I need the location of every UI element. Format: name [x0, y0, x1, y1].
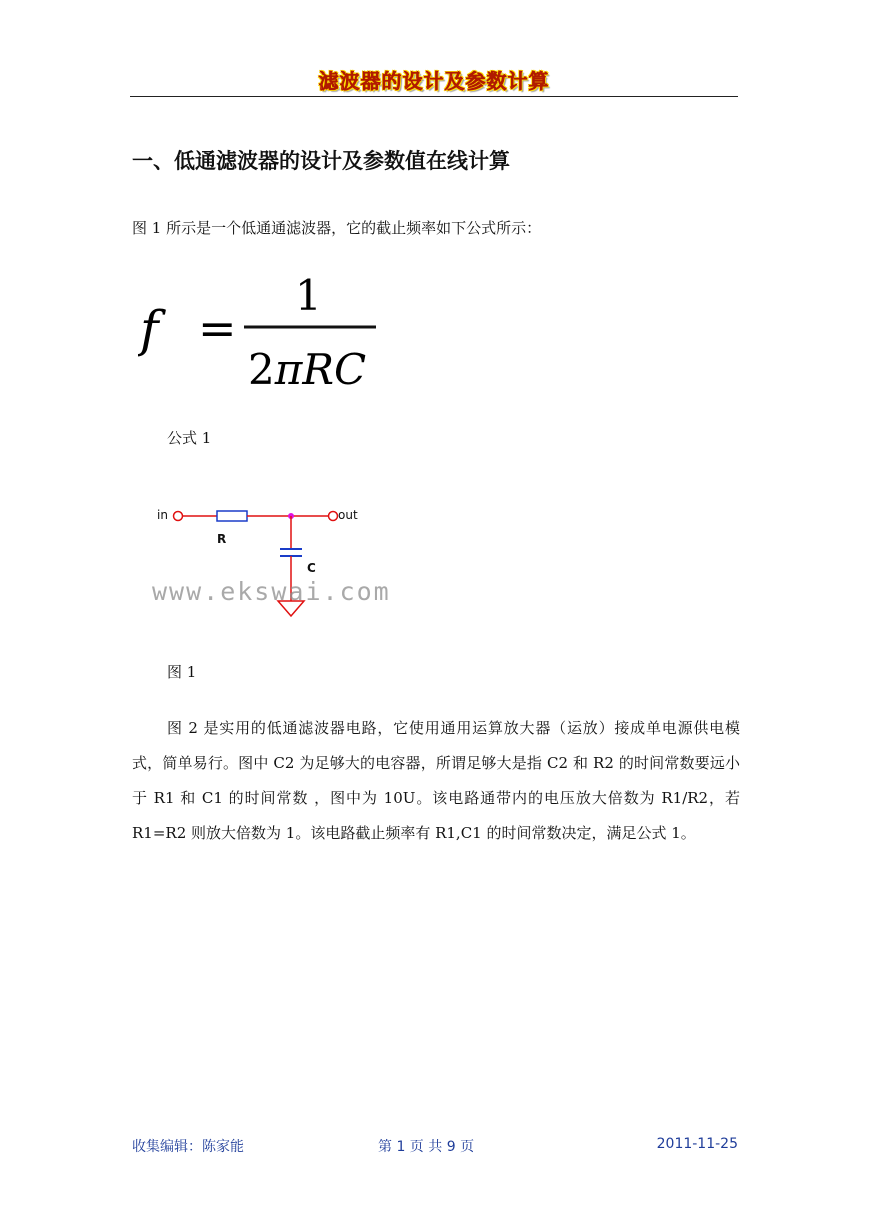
footer-editor: 收集编辑：陈家能 — [132, 1139, 244, 1155]
formula-denominator-number: 2 — [248, 345, 275, 394]
page-header — [130, 62, 738, 97]
resistor-label: R — [217, 532, 227, 546]
output-terminal — [329, 512, 338, 521]
formula-equals: = — [198, 301, 237, 355]
formula-caption: 公式 1 — [167, 429, 212, 447]
formula-denominator — [248, 345, 366, 394]
intro-text: 图 1 所示是一个低通通滤波器，它的截止频率如下公式所示： — [132, 219, 542, 237]
watermark-text: www.ekswai.com — [152, 577, 391, 606]
figure-caption: 图 1 — [167, 663, 197, 681]
page-footer — [132, 1136, 738, 1158]
formula-numerator: 1 — [295, 271, 322, 320]
input-label: in — [157, 508, 168, 522]
cutoff-frequency-formula — [138, 268, 388, 398]
footer-date: 2011-11-25 — [656, 1136, 738, 1152]
formula-denominator-vars: RC — [302, 345, 367, 394]
header-title: 滤波器的设计及参数计算 — [318, 69, 550, 93]
formula-denominator-pi: π — [274, 345, 303, 394]
footer-page-number: 第 1 页 共 9 页 — [378, 1139, 475, 1155]
body-paragraph: 图 2 是实用的低通滤波器电路，它使用通用运算放大器（运放）接成单电源供电模式，简单易行。图中 C2 为足够大的电容器，所谓足够大是指 C2 和 R2 的时间常数要远小于 R1 和 C1 的时间常数 ，图中为 10U。该电路通带内的电压放大倍数为 R1/R2，若 R1=R2 则放大倍数为 1。该电路截止频率有 R1,C1 的时间常数决定，满足公式 1。 — [132, 719, 740, 842]
capacitor-label: C — [307, 561, 316, 575]
section-heading: 一、低通滤波器的设计及参数值在线计算 — [132, 149, 510, 173]
input-terminal — [174, 512, 183, 521]
formula-lhs: f — [140, 300, 159, 358]
resistor — [217, 511, 247, 521]
output-label: out — [338, 508, 358, 522]
